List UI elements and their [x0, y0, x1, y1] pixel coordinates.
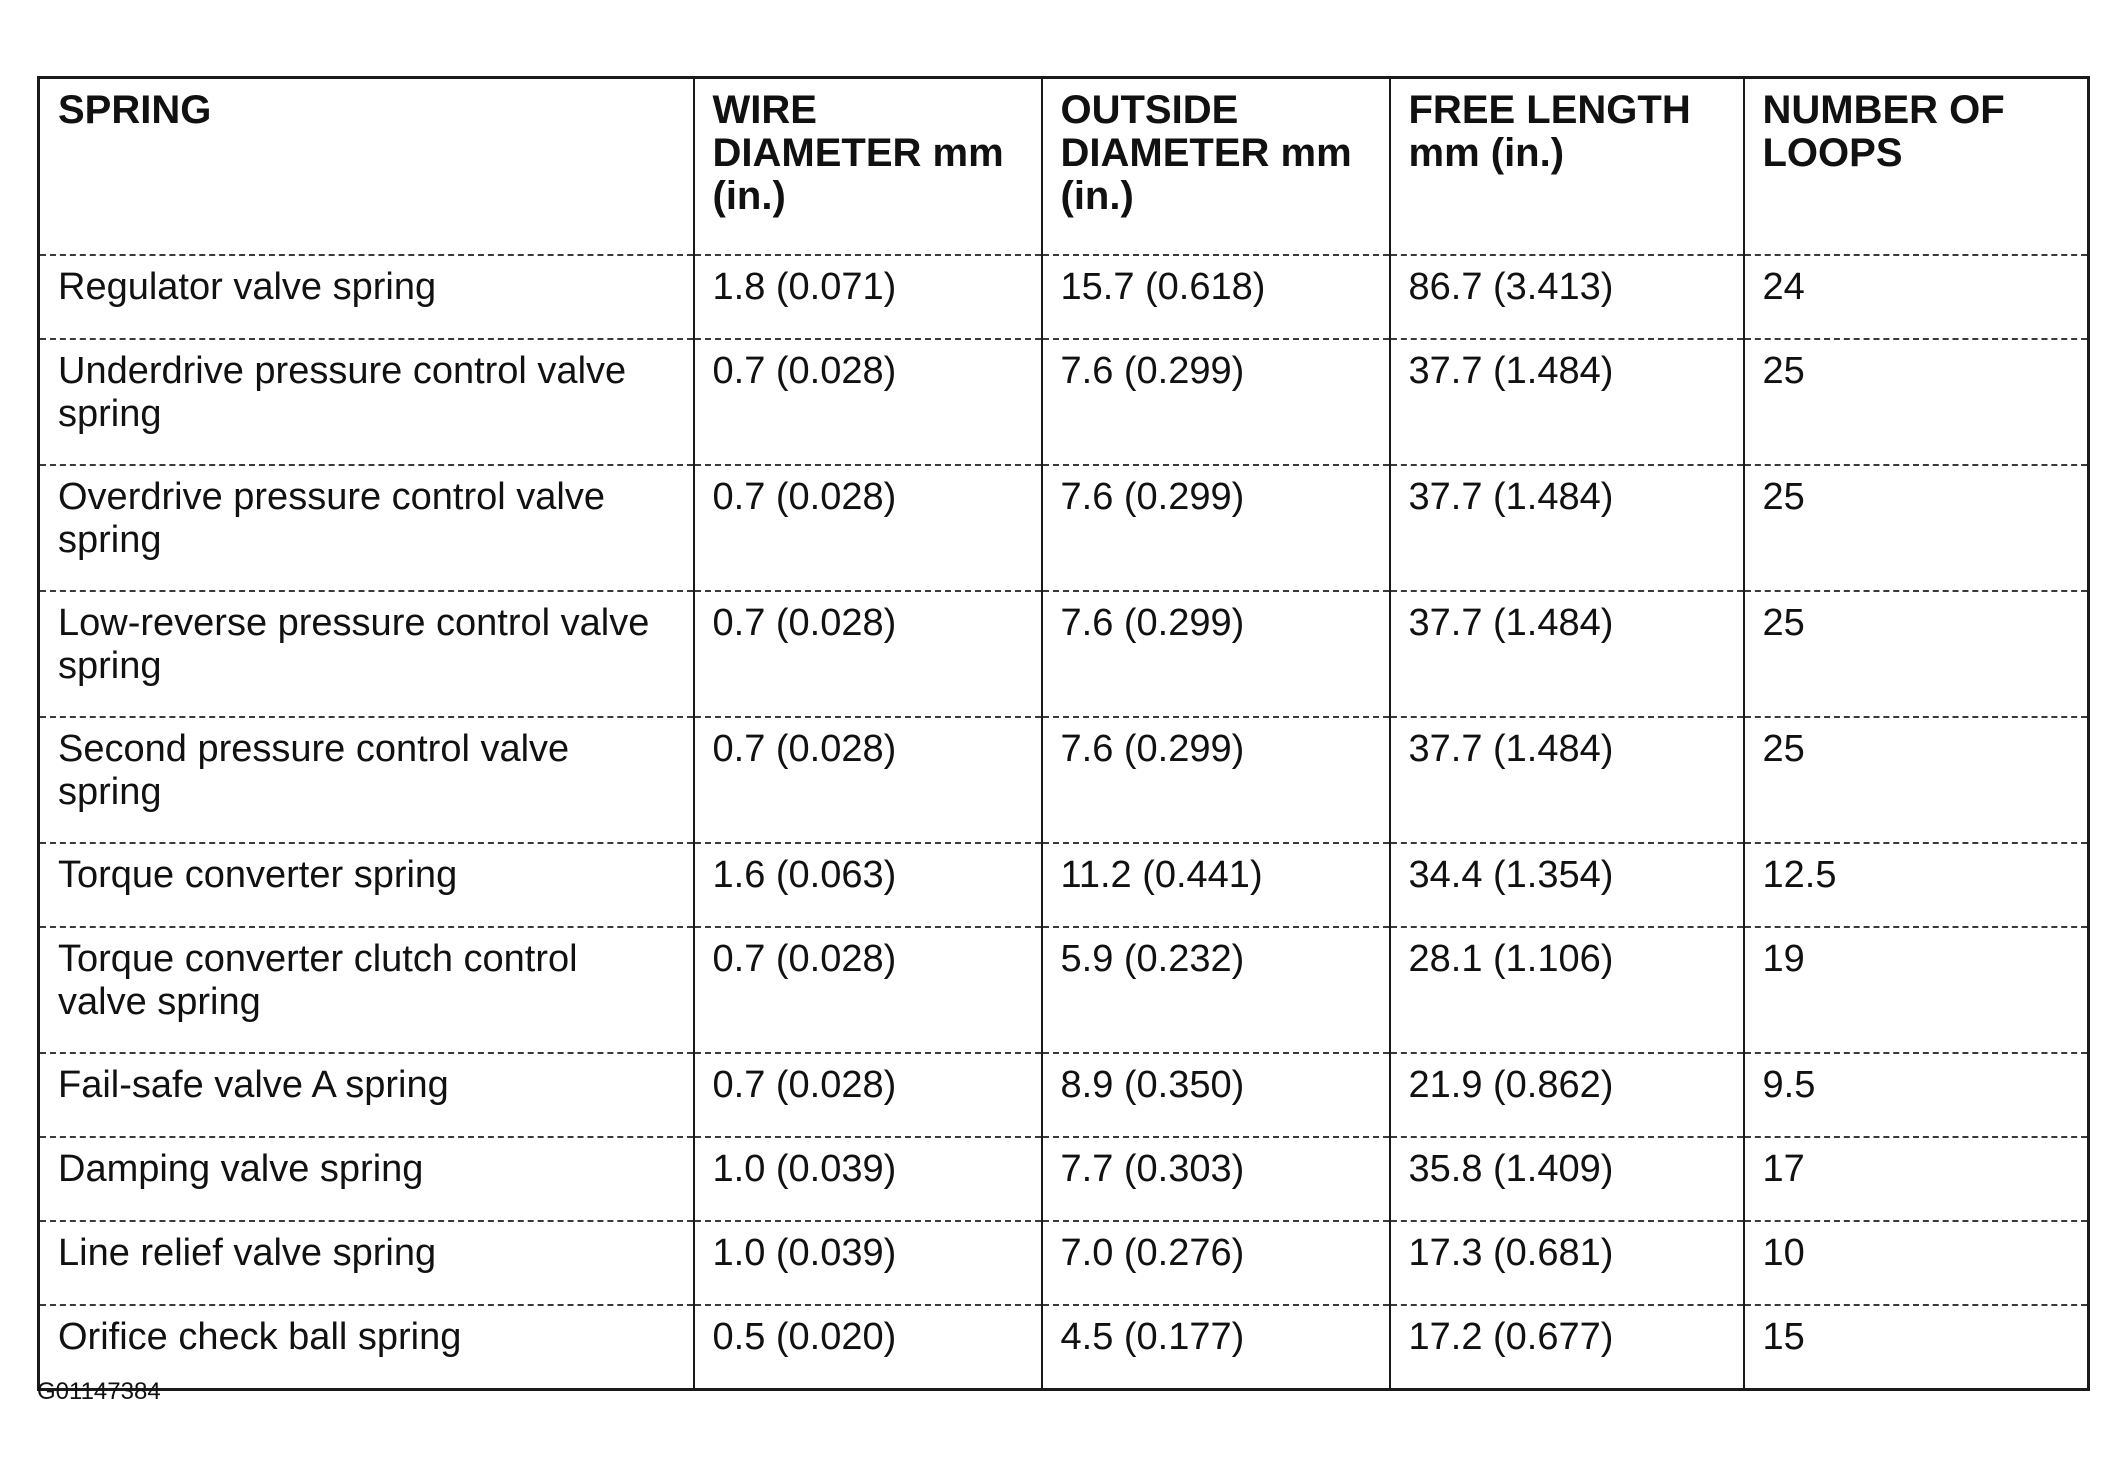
spring-name-cell: Orifice check ball spring	[39, 1305, 694, 1390]
table-row	[39, 1221, 2089, 1305]
loops-cell: 25	[1744, 465, 2089, 591]
wire-diameter-cell: 1.0 (0.039)	[694, 1137, 1042, 1221]
spring-name-cell: Underdrive pressure control valve spring	[39, 339, 694, 465]
table-row	[39, 1053, 2089, 1137]
loops-cell: 15	[1744, 1305, 2089, 1390]
table-row	[39, 591, 2089, 717]
free-length-cell: 17.2 (0.677)	[1390, 1305, 1744, 1390]
table-row	[39, 1137, 2089, 1221]
header-wire-diameter: WIRE DIAMETER mm (in.)	[694, 78, 1042, 256]
loops-cell: 12.5	[1744, 843, 2089, 927]
table-row	[39, 717, 2089, 843]
wire-diameter-cell: 1.6 (0.063)	[694, 843, 1042, 927]
loops-cell: 19	[1744, 927, 2089, 1053]
loops-cell: 25	[1744, 717, 2089, 843]
spring-name-cell: Damping valve spring	[39, 1137, 694, 1221]
outside-diameter-cell: 7.6 (0.299)	[1042, 465, 1390, 591]
outside-diameter-cell: 7.6 (0.299)	[1042, 339, 1390, 465]
outside-diameter-cell: 7.6 (0.299)	[1042, 591, 1390, 717]
free-length-cell: 28.1 (1.106)	[1390, 927, 1744, 1053]
outside-diameter-cell: 7.0 (0.276)	[1042, 1221, 1390, 1305]
outside-diameter-cell: 8.9 (0.350)	[1042, 1053, 1390, 1137]
wire-diameter-cell: 1.0 (0.039)	[694, 1221, 1042, 1305]
wire-diameter-cell: 0.7 (0.028)	[694, 1053, 1042, 1137]
wire-diameter-cell: 1.8 (0.071)	[694, 255, 1042, 339]
spring-name-cell: Overdrive pressure control valve spring	[39, 465, 694, 591]
header-row	[39, 78, 2089, 256]
loops-cell: 17	[1744, 1137, 2089, 1221]
table-row	[39, 465, 2089, 591]
free-length-cell: 37.7 (1.484)	[1390, 591, 1744, 717]
spring-name-cell: Line relief valve spring	[39, 1221, 694, 1305]
table-row	[39, 1305, 2089, 1390]
free-length-cell: 37.7 (1.484)	[1390, 339, 1744, 465]
free-length-cell: 34.4 (1.354)	[1390, 843, 1744, 927]
loops-cell: 10	[1744, 1221, 2089, 1305]
loops-cell: 24	[1744, 255, 2089, 339]
free-length-cell: 37.7 (1.484)	[1390, 717, 1744, 843]
outside-diameter-cell: 7.7 (0.303)	[1042, 1137, 1390, 1221]
spring-name-cell: Fail-safe valve A spring	[39, 1053, 694, 1137]
wire-diameter-cell: 0.5 (0.020)	[694, 1305, 1042, 1390]
outside-diameter-cell: 11.2 (0.441)	[1042, 843, 1390, 927]
table-row	[39, 255, 2089, 339]
spring-name-cell: Regulator valve spring	[39, 255, 694, 339]
table-row	[39, 843, 2089, 927]
outside-diameter-cell: 15.7 (0.618)	[1042, 255, 1390, 339]
wire-diameter-cell: 0.7 (0.028)	[694, 591, 1042, 717]
outside-diameter-cell: 5.9 (0.232)	[1042, 927, 1390, 1053]
spring-name-cell: Torque converter clutch control valve spring	[39, 927, 694, 1053]
header-number-of-loops: NUMBER OF LOOPS	[1744, 78, 2089, 256]
wire-diameter-cell: 0.7 (0.028)	[694, 465, 1042, 591]
table-row	[39, 339, 2089, 465]
wire-diameter-cell: 0.7 (0.028)	[694, 339, 1042, 465]
free-length-cell: 86.7 (3.413)	[1390, 255, 1744, 339]
header-outside-diameter: OUTSIDE DIAMETER mm (in.)	[1042, 78, 1390, 256]
spring-name-cell: Second pressure control valve spring	[39, 717, 694, 843]
spring-name-cell: Low-reverse pressure control valve spring	[39, 591, 694, 717]
header-spring: SPRING	[39, 78, 694, 256]
loops-cell: 25	[1744, 339, 2089, 465]
header-free-length: FREE LENGTH mm (in.)	[1390, 78, 1744, 256]
free-length-cell: 17.3 (0.681)	[1390, 1221, 1744, 1305]
loops-cell: 9.5	[1744, 1053, 2089, 1137]
spring-specification-table	[37, 76, 2090, 1391]
wire-diameter-cell: 0.7 (0.028)	[694, 927, 1042, 1053]
free-length-cell: 35.8 (1.409)	[1390, 1137, 1744, 1221]
loops-cell: 25	[1744, 591, 2089, 717]
figure-id-label: G01147384	[37, 1378, 161, 1405]
wire-diameter-cell: 0.7 (0.028)	[694, 717, 1042, 843]
spring-name-cell: Torque converter spring	[39, 843, 694, 927]
free-length-cell: 37.7 (1.484)	[1390, 465, 1744, 591]
free-length-cell: 21.9 (0.862)	[1390, 1053, 1744, 1137]
outside-diameter-cell: 4.5 (0.177)	[1042, 1305, 1390, 1390]
table-row	[39, 927, 2089, 1053]
outside-diameter-cell: 7.6 (0.299)	[1042, 717, 1390, 843]
